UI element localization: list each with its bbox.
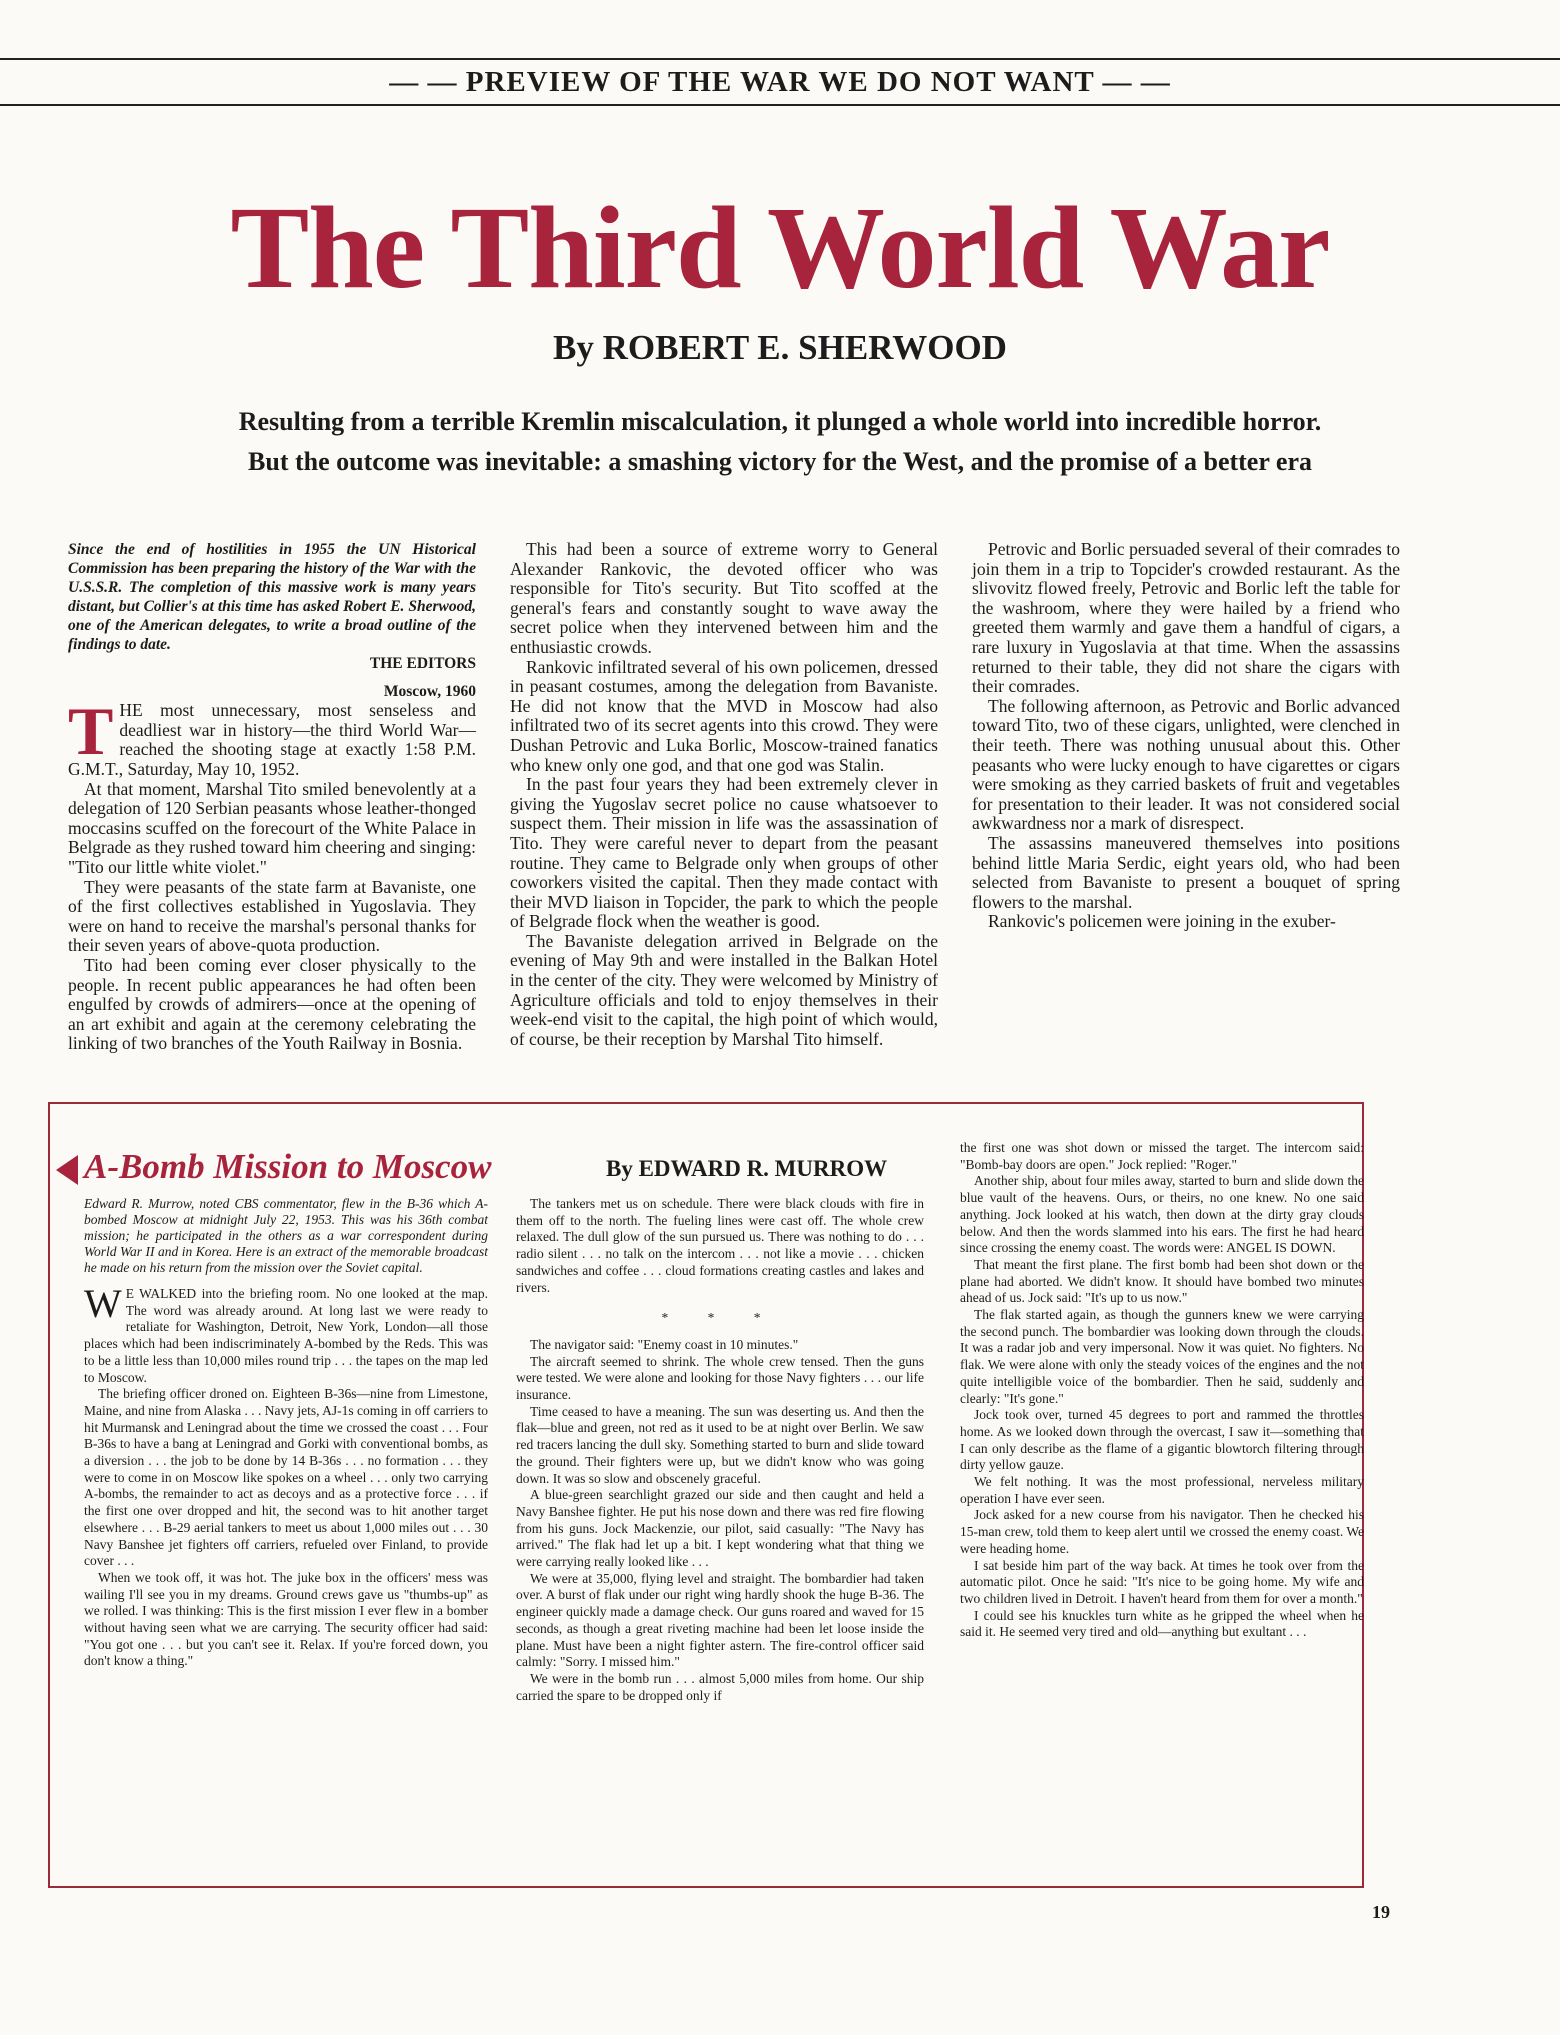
arrow-icon	[56, 1155, 78, 1185]
sidebar-paragraph: When we took off, it was hot. The juke box in the officers' mess was wailing I'll see you in my dreams. Ground crews gave us "thumbs-up" as we rolled. I was thinking: This is the first mission I ever flew in a bomber without having seen what we are carrying. The security officer had said: "You got one . . . but you can't see it. Relax. If you're forced down, you don't know a thing."	[84, 1569, 488, 1669]
article-paragraph: Tito had been coming ever closer physically to the people. In recent public appearances he had often been engulfed by crowds of admirers—once at the opening of an art exhibit and again at the ceremony celebrating the linking of two branches of the Youth Railway in Bosnia.	[68, 954, 476, 1054]
page-number: 19	[1372, 1902, 1390, 1922]
sidebar-paragraph: A blue-green searchlight grazed our side and then caught and held a Navy Banshee fighter. He put his nose down and there was red fire flowing from his guns. Jock Mackenzie, our pilot, said casually: "The Navy has arrived." The flak had let up a bit. I kept wondering what that thing we were carrying really looked like . . .	[516, 1487, 924, 1570]
article-paragraph: They were peasants of the state farm at Bavaniste, one of the first collectives established in Yugoslavia. They were on hand to receive the marshal's personal thanks for their seven years of above-quota production.	[68, 876, 476, 956]
article-paragraph: The Bavaniste delegation arrived in Belgrade on the evening of May 9th and were installed in the Balkan Hotel in the center of the city. They were welcomed by Ministry of Agriculture officials and told to enjoy themselves in their week-end visit to the capital, the high point of which would, of course, be their reception by Marshal Tito himself.	[510, 930, 938, 1049]
sidebar-paragraph: I could see his knuckles turn white as he gripped the wheel when he said it. He seemed very tired and old—anything but exultant . . .	[960, 1607, 1364, 1640]
article-paragraph: The following afternoon, as Petrovic and Borlic advanced toward Tito, two of these cigars, unlighted, were clenched in their teeth. There was nothing unusual about this. Other peasants who were lucky enough to have cigarettes or cigars were smoking as they carried baskets of fruit and vegetables for presentation to their leader. It was not considered social awkwardness nor a mark of disrespect.	[972, 695, 1400, 834]
sidebar-title: A-Bomb Mission to Moscow	[84, 1147, 492, 1186]
deck	[0, 402, 1560, 482]
sidebar-intro: Edward R. Murrow, noted CBS commentator, flew in the B-36 which A-bombed Moscow at midnight July 22, 1953. This was his 36th combat mission; he participated in the others as a war correspondent during World War II and in Korea. Here is an extract of the memorable broadcast he made on his return from the mission over the Soviet capital.	[84, 1196, 488, 1275]
dateline: Moscow, 1960	[383, 682, 476, 700]
sidebar-paragraph: Time ceased to have a meaning. The sun was deserting us. And then the flak—blue and green, not red as it used to be at night over Berlin. We saw red tracers lancing the dull sky. Something started to burn and slide toward the ground. Their fighters were up, but we didn't know who was going down. It was so slow and obscenely graceful.	[516, 1403, 924, 1486]
editors-signoff: THE EDITORS	[369, 655, 476, 672]
article-paragraph: Rankovic's policemen were joining in the exuber-	[988, 911, 1336, 932]
article-paragraph: THE most unnecessary, most senseless and deadliest war in history—the third World War—reached the shooting stage at exactly 1:58 P.M. G.M.T., Saturday, May 10, 1952.	[68, 693, 476, 779]
article-paragraph: At that moment, Marshal Tito smiled benevolently at a delegation of 120 Serbian peasants whose leather-thonged moccasins scuffed on the forecourt of the White Palace in Belgrade as they rushed toward him cheering and singing: "Tito our little white violet."	[68, 778, 476, 877]
article-paragraph: The assassins maneuvered themselves into positions behind little Maria Serdic, eight years old, who had been selected from Bavaniste to present a bouquet of spring flowers to the marshal.	[972, 832, 1400, 912]
article-paragraph: Rankovic infiltrated several of his own policemen, dressed in peasant costumes, among the delegation from Bavaniste. He did not know that the MVD in Moscow had also infiltrated two of its secret agents into this crowd. They were Dushan Petrovic and Luka Borlic, Moscow-trained fanatics who knew only one god, and that one god was Stalin.	[510, 656, 938, 775]
sidebar-column-2	[516, 1196, 924, 1704]
article-column-3	[972, 540, 1400, 932]
article-paragraph: In the past four years they had been extremely clever in giving the Yugoslav secret police no cause whatsoever to suspect them. Their mission in life was the assassination of Tito. They were careful never to depart from the peasant routine. They came to Belgrade only when groups of other coworkers visited the capital. Then they made contact with their MVD liaison in Topcider, the park to which the people of Belgrade flock when the weather is good.	[510, 774, 938, 932]
sidebar-paragraph: The tankers met us on schedule. There were black clouds with fire in them off to the north. The fueling lines were cast off. The whole crew relaxed. The dull glow of the sun pursued us. There was nothing to do . . . radio silent . . . no talk on the intercom . . . not like a movie . . . chicken sandwiches and coffee . . . cloud formations creating castles and lakes and rivers.	[516, 1196, 924, 1295]
sidebar-paragraph: We were at 35,000, flying level and straight. The bombardier had taken over. A burst of flak under our right wing hardly shook the huge B-36. The engineer quickly made a damage check. Our guns roared and waved for 15 seconds, as though a great riveting machine had been let loose inside the plane. Must have been a night fighter astern. The fire-control officer said calmly: "Sorry. I missed him."	[516, 1570, 924, 1670]
headline: The Third World War	[230, 182, 1330, 313]
sidebar-paragraph: The briefing officer droned on. Eighteen B-36s—nine from Limestone, Maine, and nine from Alaska . . . Navy jets, AJ-1s coming in off carriers to hit Murmansk and Leningrad about the time we crossed the coast . . . Four B-36s to have a bang at Leningrad and Gorki with conventional bombs, as a diversion . . . the job to be done by 14 B-36s . . . no formation . . . they were to come in on Moscow like spokes on a wheel . . . only two carrying A-bombs, the remainder to act as decoys and as a protective force . . . if the first one over dropped and hit, the second was to hit another target elsewhere . . . B-29 aerial tankers to meet us about 1,000 miles out . . . 30 Navy Banshee jet fighters off carriers, refueled over Finland, to provide cover . . .	[84, 1386, 488, 1569]
sidebar-column-1	[84, 1196, 488, 1670]
sidebar-paragraph: W E WALKED into the briefing room. No one looked at the map. The word was already around. At long last we were ready to retaliate for Washington, Detroit, New York, London—all those places which had been indiscriminately A-bombed by the Reds. This was to be a little less than 10,000 miles round trip . . . the tapes on the map led to Moscow.	[84, 1281, 488, 1385]
article-column-2	[510, 540, 938, 1049]
sidebar-column-3	[960, 1140, 1364, 1641]
sidebar-drop-cap: W	[84, 1281, 122, 1326]
top-rule	[0, 58, 1560, 60]
article-paragraph: Petrovic and Borlic persuaded several of their comrades to join them in a trip to Topcider's crowded restaurant. As the slivovitz flowed freely, Petrovic and Borlic left the table for the washroom, where they were hailed by a friend who greeted them warmly and gave them a handful of cigars, a rare luxury in Yugoslavia at that time. When the assassins returned to their table, they did not share the cigars with their comrades.	[972, 539, 1400, 697]
sidebar-paragraph: The navigator said: "Enemy coast in 10 minutes."	[530, 1336, 799, 1352]
section-break: * * *	[661, 1310, 779, 1326]
kicker-rule	[0, 104, 1560, 106]
editors-intro: Since the end of hostilities in 1955 the UN Historical Commission has been preparing the history of the War with the U.S.S.R. The completion of this massive work is many years distant, but Collier's at this time has asked Robert E. Sherwood, one of the American delegates, to write a broad outline of the findings to date.	[68, 541, 476, 653]
sidebar-paragraph: We felt nothing. It was the most professional, nerveless military operation I have ever seen.	[960, 1474, 1364, 1506]
byline: By ROBERT E. SHERWOOD	[553, 328, 1007, 367]
deck-line-2: But the outcome was inevitable: a smashing victory for the West, and the promise of a better era	[248, 447, 1312, 476]
deck-line-1: Resulting from a terrible Kremlin miscalculation, it plunged a whole world into incredible horror.	[238, 407, 1322, 436]
sidebar-paragraph: The aircraft seemed to shrink. The whole crew tensed. Then the guns were tested. We were alone and looking for those Navy fighters . . . our life insurance.	[516, 1353, 924, 1403]
sidebar-paragraph: The flak started again, as though the gunners knew we were carrying the second punch. The bombardier was looking down through the clouds. It was a radar job and very impersonal. Now it was quiet. No fighters. No flak. We were alone with only the steady voices of the engines and the not quite intelligible voice of the bombardier. Then he said, suddenly and clearly: "It's gone."	[960, 1307, 1364, 1406]
article-column-1	[68, 540, 476, 1054]
drop-cap: T	[68, 693, 114, 770]
sidebar-paragraph: That meant the first plane. The first bomb had been shot down or the plane had aborted. We didn't know. It should have bombed two minutes ahead of us. Jock said: "It's up to us now."	[960, 1256, 1364, 1306]
article-paragraph: This had been a source of extreme worry to General Alexander Rankovic, the devoted officer who was responsible for Tito's security. But Tito scoffed at the general's fears and constantly sought to wave away the secret police when they intervened between him and the enthusiastic crowds.	[510, 539, 938, 657]
sidebar-paragraph: I sat beside him part of the way back. At times he took over from the automatic pilot. Once he said: "It's nice to be going home. My wife and two children lived in Detroit. I haven't heard from them for over a month."	[960, 1557, 1364, 1606]
sidebar-paragraph: the first one was shot down or missed the target. The intercom said: "Bomb-bay doors are open." Jock replied: "Roger."	[960, 1140, 1364, 1172]
sidebar-paragraph: Jock asked for a new course from his navigator. Then he checked his 15-man crew, told them to keep alert until we crossed the enemy coast. We were heading home.	[960, 1507, 1364, 1556]
sidebar-paragraph: Jock took over, turned 45 degrees to port and rammed the throttles home. As we looked down through the overcast, I saw it—something that I can only describe as the flame of a gigantic blowtorch filtering through dirty yellow gauze.	[960, 1407, 1364, 1473]
sidebar-paragraph: Another ship, about four miles away, started to burn and slide down the blue vault of the heavens. Ours, or theirs, no one knew. No one said anything. Jock looked at his watch, then down at the dirty gray clouds below. And then the words slammed into his ears. The first he had heard since crossing the enemy coast. The words were: ANGEL IS DOWN.	[960, 1173, 1364, 1256]
sidebar-byline: By EDWARD R. MURROW	[606, 1156, 888, 1181]
sidebar-paragraph: We were in the bomb run . . . almost 5,000 miles from home. Our ship carried the spare to be dropped only if	[516, 1670, 924, 1703]
kicker: — — PREVIEW OF THE WAR WE DO NOT WANT — —	[389, 66, 1171, 98]
